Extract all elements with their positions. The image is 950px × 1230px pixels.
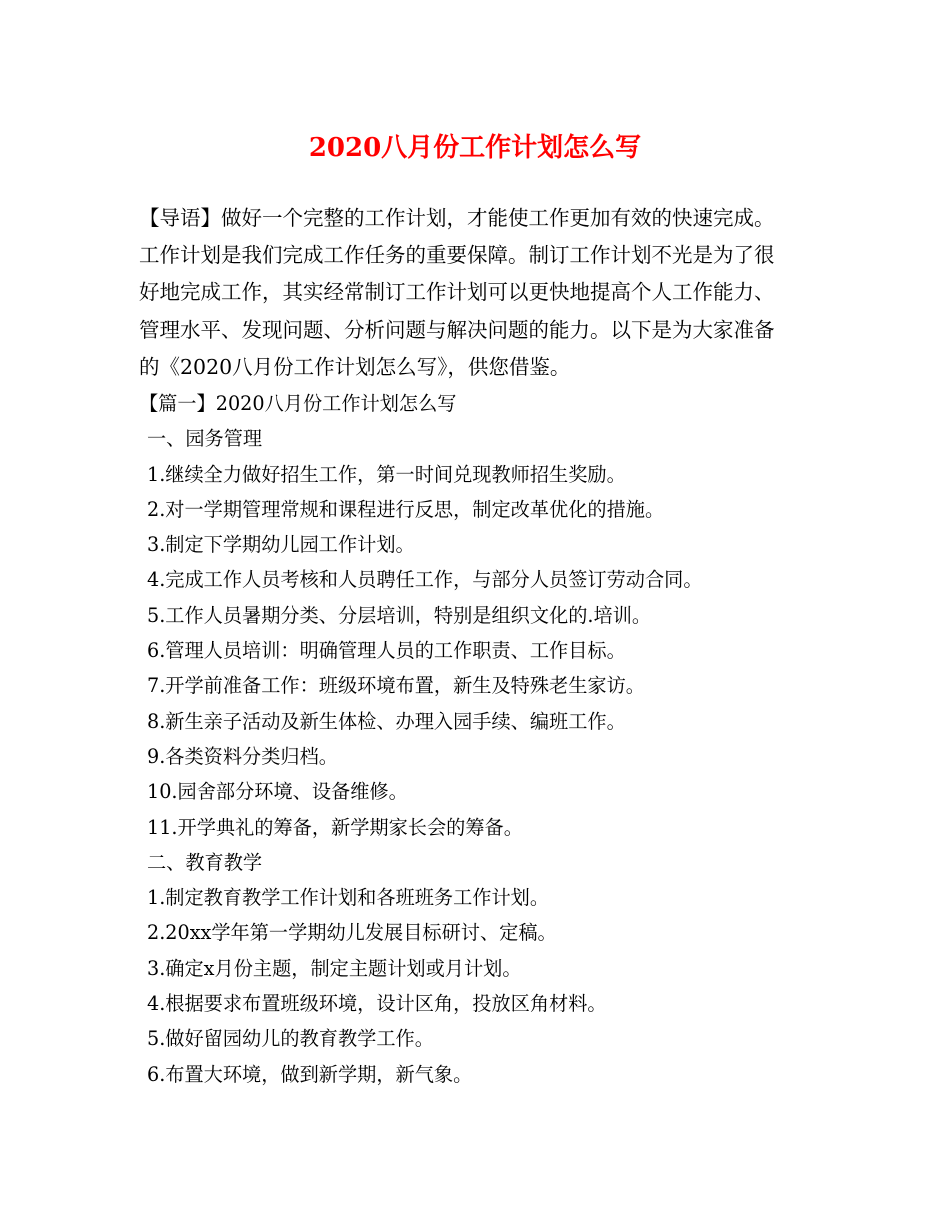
document-body	[139, 386, 819, 1092]
list-item: 5.做好留园幼儿的教育教学工作。	[147, 1027, 434, 1051]
intro-line: 好地完成工作，其实经常制订工作计划可以更快地提高个人工作能力、	[139, 280, 775, 305]
list-item: 4.完成工作人员考核和人员聘任工作，与部分人员签订劳动合同。	[147, 568, 703, 592]
document-title: 2020八月份工作计划怎么写	[308, 133, 642, 163]
intro-line: 的《2020八月份工作计划怎么写》，供您借鉴。	[139, 354, 571, 379]
list-item: 11.开学典礼的筹备，新学期家长会的筹备。	[147, 815, 523, 839]
list-item: 3.确定x月份主题，制定主题计划或月计划。	[147, 956, 522, 980]
list-item: 8.新生亲子活动及新生体检、办理入园手续、编班工作。	[147, 709, 626, 733]
list-item: 5.工作人员暑期分类、分层培训，特别是组织文化的.培训。	[147, 603, 652, 627]
part-heading: 【篇一】2020八月份工作计划怎么写	[139, 392, 457, 415]
list-item: 1.制定教育教学工作计划和各班班务工作计划。	[147, 886, 550, 910]
intro-line: 管理水平、发现问题、分析问题与解决问题的能力。以下是为大家准备	[139, 317, 775, 342]
list-item: 7.开学前准备工作：班级环境布置，新生及特殊老生家访。	[147, 674, 645, 698]
list-item: 10.园舍部分环境、设备维修。	[147, 780, 408, 804]
list-item: 2.对一学期管理常规和课程进行反思，制定改革优化的措施。	[147, 497, 665, 521]
section-heading: 一、园务管理	[147, 427, 263, 451]
list-item: 4.根据要求布置班级环境，设计区角，投放区角材料。	[147, 992, 607, 1016]
list-item: 9.各类资料分类归档。	[147, 744, 338, 768]
section-heading: 二、教育教学	[147, 850, 263, 874]
list-item: 6.布置大环境，做到新学期，新气象。	[147, 1062, 473, 1086]
list-item: 1.继续全力做好招生工作，第一时间兑现教师招生奖励。	[147, 462, 626, 486]
intro-line: 【导语】做好一个完整的工作计划，才能使工作更加有效的快速完成。	[139, 206, 775, 230]
list-item: 3.制定下学期幼儿园工作计划。	[147, 533, 415, 557]
list-item: 2.20xx学年第一学期幼儿发展目标研讨、定稿。	[147, 921, 557, 945]
intro-paragraph	[139, 200, 819, 386]
list-item: 6.管理人员培训：明确管理人员的工作职责、工作目标。	[147, 639, 626, 663]
intro-line: 工作计划是我们完成工作任务的重要保障。制订工作计划不光是为了很	[139, 243, 775, 268]
